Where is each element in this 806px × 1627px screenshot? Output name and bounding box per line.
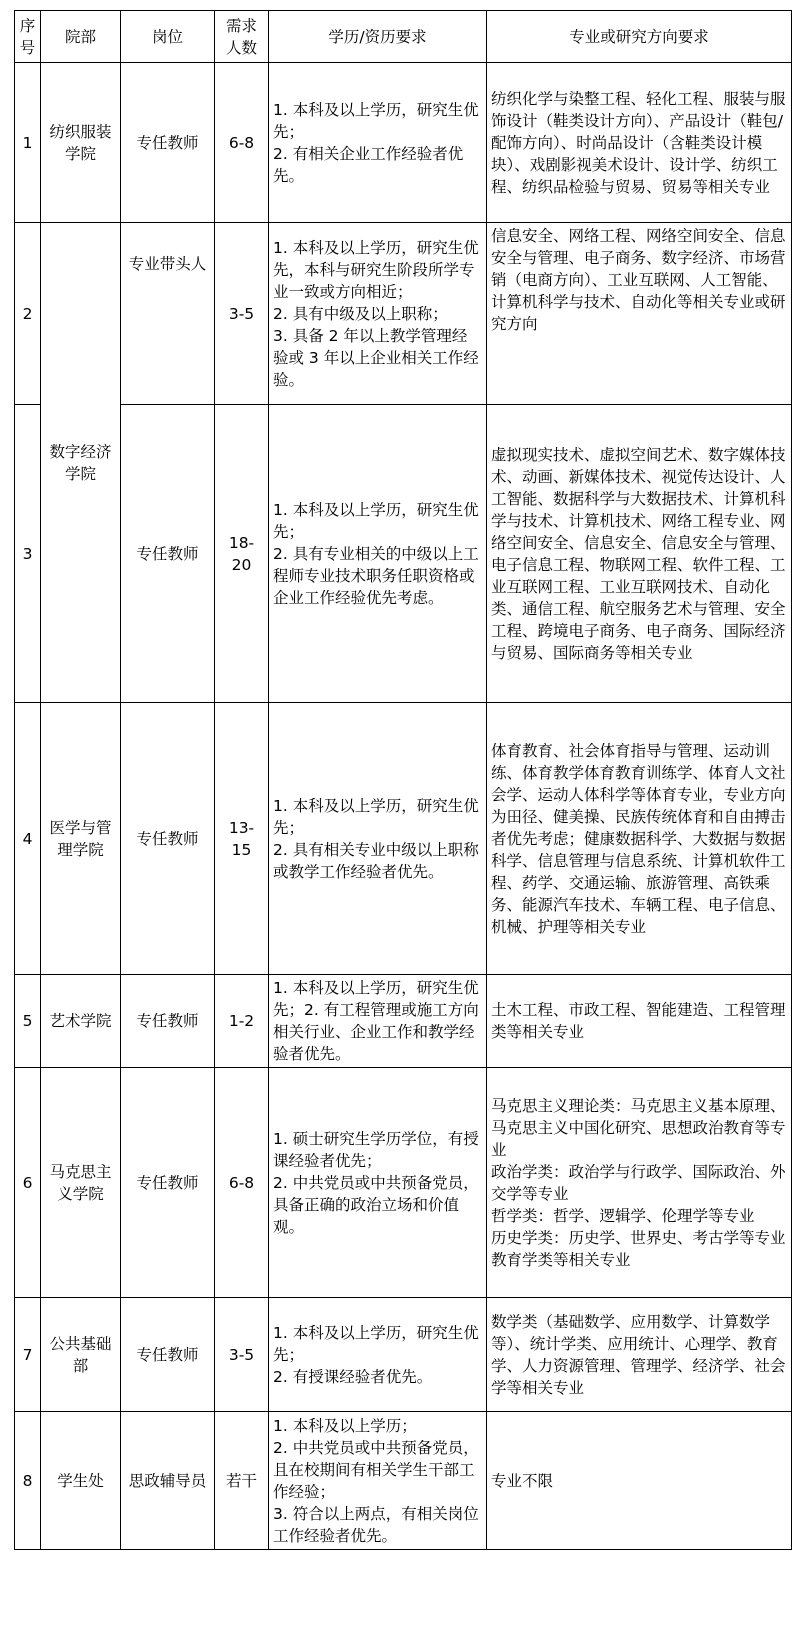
row-position: 专业带头人 — [121, 223, 215, 405]
row-seq: 3 — [15, 405, 41, 703]
row-position: 专任教师 — [121, 703, 215, 975]
row-position: 专任教师 — [121, 1298, 215, 1412]
header-seq: 序号 — [15, 11, 41, 63]
education-line: 2. 有授课经验者优先。 — [273, 1367, 433, 1386]
row-dept: 医学与管理学院 — [41, 703, 121, 975]
major-line: 历史学类：历史学、世界史、考古学等专业 — [491, 1228, 786, 1247]
education-line: 2. 有相关企业工作经验者优先。 — [273, 144, 464, 185]
education-line: 2. 具有中级及以上职称； — [273, 304, 448, 323]
row-education — [269, 1412, 487, 1550]
header-position: 岗位 — [121, 11, 215, 63]
education-line: 1. 本科及以上学历，研究生优先； — [273, 500, 479, 541]
row-dept: 公共基础部 — [41, 1298, 121, 1412]
row-major: 专业不限 — [487, 1412, 792, 1550]
recruitment-table — [14, 10, 792, 1550]
row-education — [269, 1298, 487, 1412]
major-line: 马克思主义理论类：马克思主义基本原理、马克思主义中国化研究、思想政治教育等专业 — [491, 1096, 786, 1159]
row-education — [269, 975, 487, 1068]
row-major: 信息安全、网络工程、网络空间安全、信息安全与管理、电子商务、数字经济、市场营销（电商方向）、工业互联网、人工智能、计算机科学与技术、自动化等相关专业或研究方向 — [487, 223, 792, 405]
row-position: 专任教师 — [121, 405, 215, 703]
header-education: 学历/资历要求 — [269, 11, 487, 63]
row-dept: 数字经济学院 — [41, 223, 121, 703]
education-line: 1. 本科及以上学历； — [273, 1416, 417, 1435]
row-education — [269, 405, 487, 703]
row-seq: 4 — [15, 703, 41, 975]
row-education — [269, 63, 487, 223]
education-line: 3. 符合以上两点，有相关岗位工作经验者优先。 — [273, 1504, 479, 1545]
education-line: 3. 具备 2 年以上教学管理经验或 3 年以上企业相关工作经验。 — [273, 326, 479, 389]
row-education — [269, 703, 487, 975]
table-row — [15, 1412, 792, 1550]
education-line: 1. 硕士研究生学历学位，有授课经验者优先； — [273, 1129, 479, 1170]
row-seq: 2 — [15, 223, 41, 405]
row-count: 1-2 — [215, 975, 269, 1068]
education-line: 1. 本科及以上学历，研究生优先； — [273, 796, 479, 837]
table-row — [15, 975, 792, 1068]
education-line: 2. 中共党员或中共预备党员，具备正确的政治立场和价值观。 — [273, 1173, 479, 1236]
row-seq: 8 — [15, 1412, 41, 1550]
row-seq: 6 — [15, 1068, 41, 1298]
header-dept: 院部 — [41, 11, 121, 63]
major-line: 政治学类：政治学与行政学、国际政治、外交学等专业 — [491, 1162, 786, 1203]
row-seq: 1 — [15, 63, 41, 223]
header-major: 专业或研究方向要求 — [487, 11, 792, 63]
row-count: 18-20 — [215, 405, 269, 703]
row-count: 3-5 — [215, 1298, 269, 1412]
row-major: 纺织化学与染整工程、轻化工程、服装与服饰设计（鞋类设计方向）、产品设计（鞋包/配饰方向）、时尚品设计（含鞋类设计模块）、戏剧影视美术设计、设计学、纺织工程、纺织品检验与贸易、贸易等相关专业 — [487, 63, 792, 223]
table-row — [15, 703, 792, 975]
row-dept: 马克思主义学院 — [41, 1068, 121, 1298]
row-position: 思政辅导员 — [121, 1412, 215, 1550]
row-dept: 学生处 — [41, 1412, 121, 1550]
education-line: 1. 本科及以上学历，研究生优先，本科与研究生阶段所学专业一致或方向相近； — [273, 238, 479, 301]
table-row — [15, 223, 792, 405]
row-position: 专任教师 — [121, 975, 215, 1068]
row-count: 若干 — [215, 1412, 269, 1550]
education-line: 1. 本科及以上学历，研究生优先； — [273, 100, 479, 141]
table-row — [15, 405, 792, 703]
major-line: 哲学类：哲学、逻辑学、伦理学等专业 — [491, 1206, 755, 1225]
row-major: 体育教育、社会体育指导与管理、运动训练、体育教学体育教育训练学、体育人文社会学、运动人体科学等体育专业，专业方向为田径、健美操、民族传统体育和自由搏击者优先考虑；健康数据科学、大数据与数据科学、信息管理与信息系统、计算机软件工程、药学、交通运输、旅游管理、高铁乘务、能源汽车技术、车辆工程、电子信息、机械、护理等相关专业 — [487, 703, 792, 975]
row-position: 专任教师 — [121, 1068, 215, 1298]
table-row — [15, 1068, 792, 1298]
row-major: 土木工程、市政工程、智能建造、工程管理类等相关专业 — [487, 975, 792, 1068]
row-count: 3-5 — [215, 223, 269, 405]
row-major — [487, 1068, 792, 1298]
row-seq: 7 — [15, 1298, 41, 1412]
header-count: 需求人数 — [215, 11, 269, 63]
row-seq: 5 — [15, 975, 41, 1068]
header-row — [15, 11, 792, 63]
education-line: 2. 具有相关专业中级以上职称或教学工作经验者优先。 — [273, 840, 479, 881]
row-position: 专任教师 — [121, 63, 215, 223]
row-education — [269, 223, 487, 405]
education-line: 1. 本科及以上学历，研究生优先； — [273, 1323, 479, 1364]
row-major: 数学类（基础数学、应用数学、计算数学等）、统计学类、应用统计、心理学、教育学、人力资源管理、管理学、经济学、社会学等相关专业 — [487, 1298, 792, 1412]
row-dept: 纺织服装学院 — [41, 63, 121, 223]
education-line: 1. 本科及以上学历，研究生优先；2. 有工程管理或施工方向相关行业、企业工作和教学经验者优先。 — [273, 979, 479, 1063]
row-education — [269, 1068, 487, 1298]
row-count: 13-15 — [215, 703, 269, 975]
table-row — [15, 63, 792, 223]
row-dept: 艺术学院 — [41, 975, 121, 1068]
row-count: 6-8 — [215, 63, 269, 223]
education-line: 2. 具有专业相关的中级以上工程师专业技术职务任职资格或企业工作经验优先考虑。 — [273, 544, 479, 607]
major-line: 教育学类等相关专业 — [491, 1250, 631, 1269]
table-row — [15, 1298, 792, 1412]
row-major: 虚拟现实技术、虚拟空间艺术、数字媒体技术、动画、新媒体技术、视觉传达设计、人工智能、数据科学与大数据技术、计算机科学与技术、计算机技术、网络工程专业、网络空间安全、信息安全、信息安全与管理、电子信息工程、物联网工程、软件工程、工业互联网工程、工业互联网技术、自动化类、通信工程、航空服务艺术与管理、安全工程、跨境电子商务、电子商务、国际经济与贸易、国际商务等相关专业 — [487, 405, 792, 703]
row-count: 6-8 — [215, 1068, 269, 1298]
education-line: 2. 中共党员或中共预备党员，且在校期间有相关学生干部工作经验； — [273, 1438, 479, 1501]
